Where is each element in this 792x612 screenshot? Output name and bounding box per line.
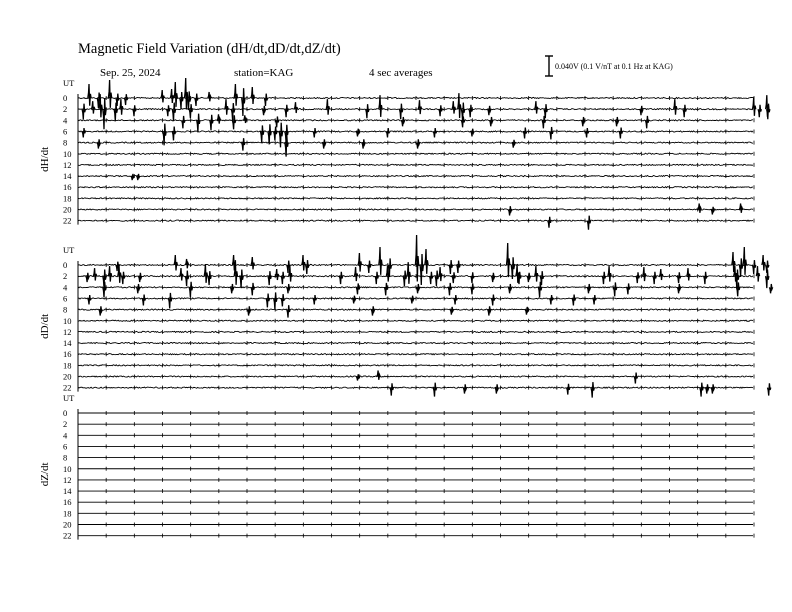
trace-line xyxy=(78,387,753,388)
spike-mark xyxy=(390,383,393,395)
trace-row xyxy=(63,371,754,384)
trace-row xyxy=(63,464,754,474)
spike-mark xyxy=(756,266,759,282)
spike-mark xyxy=(411,296,414,304)
spike-mark xyxy=(636,272,639,283)
spike-mark xyxy=(122,272,125,284)
spike-mark xyxy=(507,243,510,277)
spike-mark xyxy=(274,292,277,309)
row-label: 20 xyxy=(63,204,72,215)
spike-mark xyxy=(242,138,245,150)
spike-mark xyxy=(279,123,282,148)
date-label: Sep. 25, 2024 xyxy=(100,67,161,79)
spike-mark xyxy=(302,255,305,271)
spike-mark xyxy=(643,267,646,281)
spike-mark xyxy=(582,117,585,126)
trace-row xyxy=(63,382,771,398)
spike-mark xyxy=(435,271,438,287)
row-label: 2 xyxy=(63,419,68,430)
spike-mark xyxy=(614,282,617,296)
spike-mark xyxy=(711,207,714,215)
row-label: 22 xyxy=(63,530,72,541)
trace-row xyxy=(63,327,754,337)
spike-mark xyxy=(339,272,342,284)
trace-line xyxy=(78,287,753,288)
spike-mark xyxy=(358,253,361,272)
spike-mark xyxy=(416,139,419,148)
spike-mark xyxy=(142,295,145,306)
spike-mark xyxy=(353,296,356,304)
spike-mark xyxy=(137,284,140,293)
scale-bar-label: 0.040V (0.1 V/nT at 0.1 Hz at KAG) xyxy=(555,62,673,71)
spike-mark xyxy=(131,174,134,180)
spike-mark xyxy=(182,116,185,128)
trace-line xyxy=(78,164,753,165)
spike-mark xyxy=(268,124,271,144)
spike-mark xyxy=(768,383,771,395)
spike-mark xyxy=(627,283,630,294)
row-label: 8 xyxy=(63,452,68,463)
trace-row xyxy=(63,182,754,192)
chart-title: Magnetic Field Variation (dH/dt,dD/dt,dZ/dt) xyxy=(78,41,341,57)
trace-row xyxy=(63,453,754,463)
spike-mark xyxy=(572,295,575,306)
panel-name-label: dZ/dt xyxy=(39,462,51,487)
spike-mark xyxy=(401,117,404,126)
spike-mark xyxy=(276,269,279,280)
trace-line xyxy=(78,131,753,132)
spike-mark xyxy=(386,128,389,137)
trace-line xyxy=(78,298,753,299)
averaging-label: 4 sec averages xyxy=(369,67,433,79)
spike-mark xyxy=(251,283,254,295)
spike-mark xyxy=(449,260,452,274)
spike-mark xyxy=(189,282,192,298)
spike-mark xyxy=(454,295,457,304)
spike-mark xyxy=(550,127,553,139)
spike-mark xyxy=(457,261,460,273)
spike-mark xyxy=(108,266,111,282)
row-label: 22 xyxy=(63,215,72,226)
spike-mark xyxy=(762,255,765,271)
spike-mark xyxy=(587,216,590,230)
trace-row xyxy=(63,316,754,326)
spike-mark xyxy=(197,114,200,133)
spike-mark xyxy=(591,382,594,398)
row-label: 6 xyxy=(63,441,68,452)
trace-row xyxy=(63,193,754,203)
spike-mark xyxy=(463,384,466,393)
row-label: 4 xyxy=(63,115,68,126)
spike-mark xyxy=(379,247,382,275)
spike-mark xyxy=(287,284,290,293)
trace-line xyxy=(78,220,753,221)
row-label: 2 xyxy=(63,104,68,115)
spike-mark xyxy=(276,117,279,128)
row-label: 18 xyxy=(63,508,72,519)
row-label: 14 xyxy=(63,171,72,182)
spike-mark xyxy=(450,307,453,315)
spike-mark xyxy=(420,254,423,285)
row-label: 8 xyxy=(63,304,68,315)
row-label: 10 xyxy=(63,148,72,159)
spike-mark xyxy=(274,127,277,141)
spike-mark xyxy=(698,204,701,213)
station-label: station=KAG xyxy=(234,67,294,79)
trace-line xyxy=(78,309,753,310)
spike-mark xyxy=(700,383,703,397)
spike-mark xyxy=(753,97,756,116)
spike-mark xyxy=(281,294,284,306)
trace-line xyxy=(78,354,753,355)
spike-mark xyxy=(711,384,714,393)
spike-mark xyxy=(185,271,188,287)
spike-mark xyxy=(490,117,493,126)
row-label: 16 xyxy=(63,497,72,508)
spike-mark xyxy=(471,272,474,283)
row-label: 4 xyxy=(63,282,68,293)
spike-mark xyxy=(139,273,142,282)
spike-mark xyxy=(174,255,177,271)
spike-mark xyxy=(172,103,175,122)
trace-row xyxy=(63,408,754,418)
spike-mark xyxy=(743,247,746,275)
spike-mark xyxy=(400,104,403,120)
trace-line xyxy=(78,120,753,121)
spike-mark xyxy=(430,272,433,284)
spike-mark xyxy=(418,100,421,114)
spike-mark xyxy=(674,99,677,115)
trace-row xyxy=(63,419,754,429)
spike-mark xyxy=(619,128,622,139)
spike-mark xyxy=(508,284,511,293)
trace-row xyxy=(63,171,754,181)
spike-mark xyxy=(306,260,309,274)
spike-mark xyxy=(753,260,756,274)
spike-mark xyxy=(189,104,192,118)
spike-mark xyxy=(251,257,254,269)
spike-mark xyxy=(471,283,474,294)
spike-mark xyxy=(527,273,530,282)
trace-line xyxy=(78,320,753,321)
spike-mark xyxy=(469,105,472,117)
trace-line xyxy=(78,376,753,377)
row-label: 18 xyxy=(63,193,72,204)
spike-mark xyxy=(313,128,316,137)
spike-mark xyxy=(448,283,451,295)
trace-line xyxy=(78,187,753,188)
spike-mark xyxy=(425,249,428,274)
spike-mark xyxy=(660,269,663,280)
spike-mark xyxy=(266,294,269,308)
row-label: 0 xyxy=(63,260,68,270)
trace-row xyxy=(63,508,754,518)
panel-name-label: dH/dt xyxy=(39,146,51,172)
spike-mark xyxy=(289,266,292,282)
spike-mark xyxy=(512,140,515,148)
spike-mark xyxy=(88,295,91,304)
spike-mark xyxy=(508,206,511,215)
spike-mark xyxy=(403,271,406,287)
spike-mark xyxy=(137,174,140,180)
spike-mark xyxy=(356,374,359,380)
trace-row xyxy=(63,160,754,170)
trace-row xyxy=(63,292,754,309)
spike-mark xyxy=(251,87,254,104)
spike-mark xyxy=(268,271,271,285)
spike-mark xyxy=(488,306,491,315)
spike-mark xyxy=(195,94,198,106)
spike-mark xyxy=(471,129,474,137)
trace-line xyxy=(78,153,753,154)
spike-mark xyxy=(356,283,359,294)
spike-mark xyxy=(124,94,127,105)
trace-row xyxy=(63,497,754,507)
spike-mark xyxy=(495,384,498,393)
spike-mark xyxy=(704,272,707,284)
spike-mark xyxy=(120,99,123,115)
spike-mark xyxy=(294,102,297,113)
trace-row xyxy=(63,531,754,541)
spike-mark xyxy=(285,105,288,117)
spike-mark xyxy=(416,284,419,293)
row-label: 14 xyxy=(63,338,72,349)
spike-mark xyxy=(208,271,211,285)
spike-mark xyxy=(525,307,528,315)
spike-mark xyxy=(262,106,265,115)
spike-mark xyxy=(368,261,371,273)
spike-mark xyxy=(371,306,374,315)
spike-mark xyxy=(88,84,91,106)
spike-mark xyxy=(185,259,188,268)
spike-mark xyxy=(492,273,495,282)
spike-mark xyxy=(234,84,237,106)
spike-mark xyxy=(677,284,680,293)
spike-mark xyxy=(377,371,380,380)
spike-mark xyxy=(169,293,172,309)
spike-mark xyxy=(281,272,284,284)
panel-dzdt xyxy=(39,393,754,541)
spike-mark xyxy=(634,373,637,384)
spike-mark xyxy=(452,272,455,283)
panel-name-label: dD/dt xyxy=(39,313,51,339)
row-label: 6 xyxy=(63,126,68,137)
row-label: 0 xyxy=(63,93,68,103)
panel-dddt xyxy=(39,235,773,398)
trace-row xyxy=(63,305,754,318)
spike-mark xyxy=(264,94,267,106)
spike-mark xyxy=(523,128,526,139)
row-label: 20 xyxy=(63,371,72,382)
spike-mark xyxy=(208,92,211,101)
spike-mark xyxy=(548,217,551,228)
spike-mark xyxy=(326,99,329,115)
ut-label: UT xyxy=(63,78,75,88)
trace-line xyxy=(78,198,753,199)
spike-mark xyxy=(492,295,495,306)
row-label: 14 xyxy=(63,486,72,497)
spike-mark xyxy=(240,270,243,289)
spike-mark xyxy=(677,272,680,283)
spike-mark xyxy=(217,114,220,123)
row-label: 20 xyxy=(63,519,72,530)
trace-line xyxy=(78,109,753,110)
trace-row xyxy=(63,430,754,440)
spike-mark xyxy=(439,267,442,281)
spike-mark xyxy=(180,268,183,280)
trace-line xyxy=(78,365,753,366)
spike-mark xyxy=(356,129,359,137)
spike-mark xyxy=(535,101,538,113)
trace-row xyxy=(63,486,754,496)
row-label: 10 xyxy=(63,463,72,474)
spike-mark xyxy=(82,104,85,120)
spike-mark xyxy=(244,115,247,123)
spike-mark xyxy=(433,383,436,397)
spike-mark xyxy=(452,101,455,113)
spike-mark xyxy=(706,384,709,393)
trace-line xyxy=(78,209,753,210)
trace-row xyxy=(63,114,754,133)
trace-row xyxy=(63,520,754,530)
spike-mark xyxy=(739,258,742,277)
spike-mark xyxy=(86,273,89,282)
spike-mark xyxy=(587,284,590,293)
spike-mark xyxy=(602,272,605,284)
spike-mark xyxy=(92,101,95,113)
spike-mark xyxy=(170,89,173,103)
panel-dhdt xyxy=(39,78,770,230)
row-label: 12 xyxy=(63,474,72,485)
row-label: 12 xyxy=(63,326,72,337)
row-label: 12 xyxy=(63,159,72,170)
spike-mark xyxy=(323,139,326,148)
row-label: 6 xyxy=(63,293,68,304)
spike-mark xyxy=(758,105,761,117)
spike-mark xyxy=(433,128,436,137)
trace-row xyxy=(63,216,754,230)
spike-mark xyxy=(118,264,121,283)
spike-mark xyxy=(180,92,183,109)
spike-mark xyxy=(769,284,772,293)
spike-mark xyxy=(82,128,85,137)
spike-mark xyxy=(247,306,250,315)
trace-row xyxy=(63,204,754,216)
spike-mark xyxy=(488,106,491,115)
row-label: 16 xyxy=(63,182,72,193)
spike-mark xyxy=(615,117,618,126)
trace-line xyxy=(78,331,753,332)
trace-row xyxy=(63,149,754,159)
spike-mark xyxy=(185,78,188,109)
ut-label: UT xyxy=(63,245,75,255)
spike-mark xyxy=(567,384,570,395)
trace-line xyxy=(78,342,753,343)
spike-mark xyxy=(225,99,228,115)
spike-mark xyxy=(261,125,264,142)
row-label: 4 xyxy=(63,430,68,441)
trace-row xyxy=(63,123,754,148)
spike-mark xyxy=(133,105,136,116)
spike-mark xyxy=(608,266,611,282)
spike-mark xyxy=(593,295,596,304)
spike-mark xyxy=(210,115,213,131)
panels xyxy=(39,78,773,541)
spike-mark xyxy=(242,88,245,116)
trace-line xyxy=(78,175,753,176)
spike-mark xyxy=(97,139,100,148)
spike-mark xyxy=(653,272,656,284)
spike-mark xyxy=(167,105,170,116)
spike-mark xyxy=(103,98,106,129)
row-label: 10 xyxy=(63,315,72,326)
trace-row xyxy=(63,349,754,359)
spike-mark xyxy=(550,295,553,304)
row-label: 2 xyxy=(63,271,68,282)
spike-mark xyxy=(313,295,316,304)
spike-mark xyxy=(172,127,175,141)
spike-mark xyxy=(585,128,588,137)
row-label: 22 xyxy=(63,382,72,393)
spike-mark xyxy=(231,284,234,293)
spike-mark xyxy=(535,266,538,282)
trace-row xyxy=(63,475,754,485)
spike-mark xyxy=(287,305,290,317)
spike-mark xyxy=(375,272,378,284)
spike-mark xyxy=(362,139,365,148)
spike-mark xyxy=(366,104,369,118)
row-label: 18 xyxy=(63,360,72,371)
trace-line xyxy=(78,142,753,143)
spike-mark xyxy=(458,93,461,118)
spike-mark xyxy=(439,105,442,116)
spike-mark xyxy=(687,268,690,280)
spike-mark xyxy=(99,306,102,315)
spike-mark xyxy=(385,283,388,295)
row-label: 16 xyxy=(63,349,72,360)
spike-mark xyxy=(354,267,357,281)
row-label: 8 xyxy=(63,137,68,148)
spike-mark xyxy=(161,90,164,102)
spike-mark xyxy=(93,268,96,280)
spike-mark xyxy=(108,80,111,108)
spike-mark xyxy=(683,105,686,117)
trace-row xyxy=(63,441,754,451)
spike-mark xyxy=(646,116,649,128)
spike-mark xyxy=(640,106,643,115)
spike-mark xyxy=(739,204,742,213)
spike-mark xyxy=(204,264,207,283)
spike-mark xyxy=(234,260,237,285)
trace-row xyxy=(63,338,754,348)
scale-bar xyxy=(545,56,673,76)
row-label: 0 xyxy=(63,408,68,418)
trace-row xyxy=(63,282,773,298)
ut-label: UT xyxy=(63,393,75,403)
trace-row xyxy=(63,360,754,370)
